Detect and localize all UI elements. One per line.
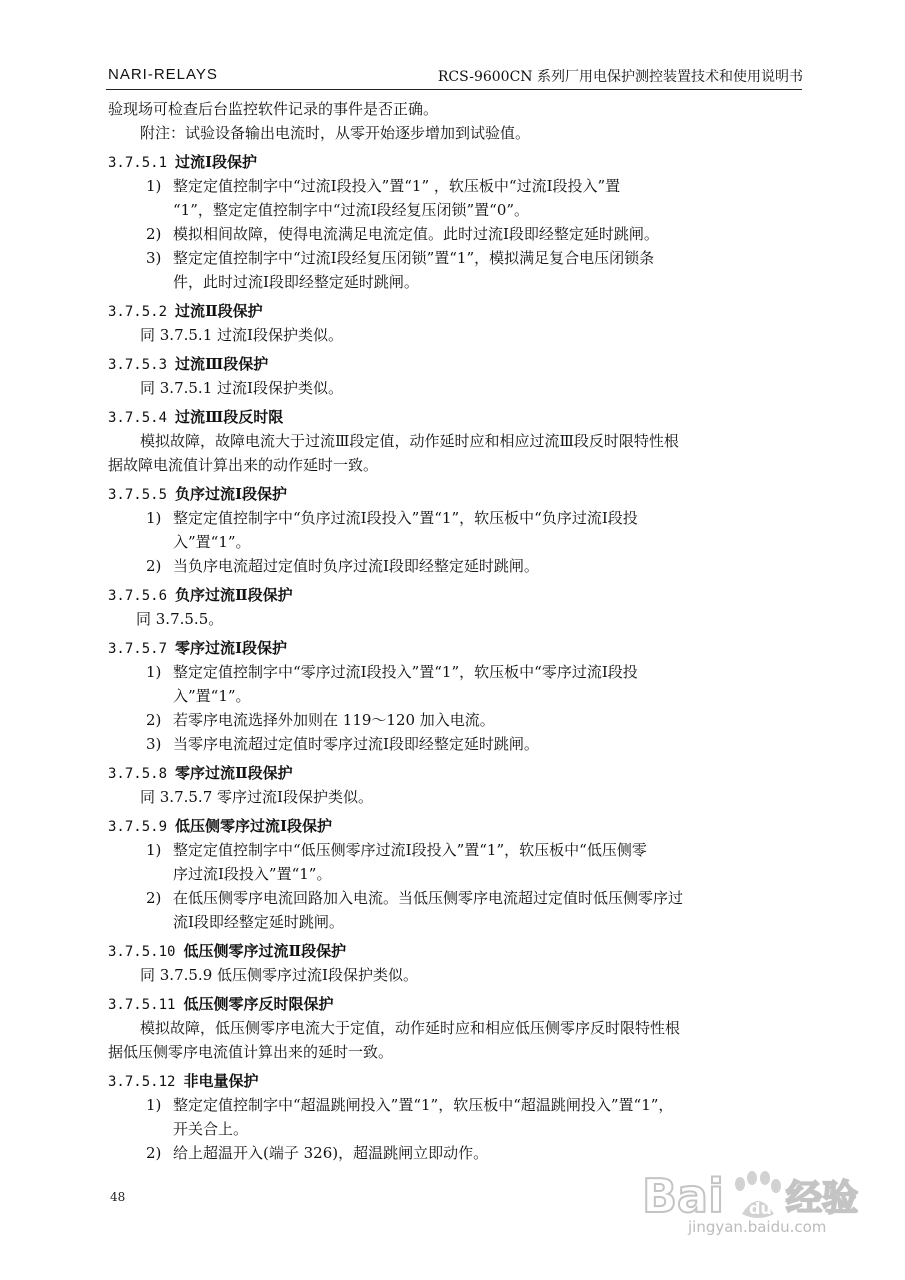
section-title: 过流Ⅰ段保护: [175, 153, 258, 171]
list-item-number: 3): [146, 735, 162, 753]
header-brand: NARI-RELAYS: [108, 66, 218, 83]
paragraph-line: 附注：试验设备输出电流时，从零开始逐步增加到试验值。: [140, 124, 531, 142]
paragraph-line: 同 3.7.5.9 低压侧零序过流Ⅰ段保护类似。: [140, 966, 418, 984]
list-item-text: 整定定值控制字中“零序过流Ⅰ段投入”置“1”，软压板中“零序过流Ⅰ段投: [173, 663, 638, 681]
list-item-text: 整定定值控制字中“超温跳闸投入”置“1”，软压板中“超温跳闸投入”置“1”，: [173, 1096, 674, 1114]
list-item-continuation: 入”置“1”。: [173, 533, 251, 551]
list-item-continuation: “1”，整定定值控制字中“过流Ⅰ段经复压闭锁”置“0”。: [173, 201, 530, 219]
section-heading: [108, 636, 802, 660]
list-item-text: 整定定值控制字中“低压侧零序过流Ⅰ段投入”置“1”，软压板中“低压侧零: [173, 841, 647, 859]
list-item-text: 整定定值控制字中“过流Ⅰ段投入”置“1” ，软压板中“过流Ⅰ段投入”置: [173, 177, 621, 195]
list-item-number: 2): [146, 225, 162, 243]
section-title: 零序过流Ⅱ段保护: [175, 764, 293, 782]
list-item-text: 整定定值控制字中“负序过流Ⅰ段投入”置“1”，软压板中“负序过流Ⅰ段投: [173, 509, 638, 527]
list-item-text: 当零序电流超过定值时零序过流Ⅰ段即经整定延时跳闸。: [173, 735, 539, 753]
list-item-continuation: 入”置“1”。: [173, 687, 251, 705]
list-item-text: 在低压侧零序电流回路加入电流。当低压侧零序电流超过定值时低压侧零序过: [173, 889, 684, 907]
section-number: 3.7.5.2: [108, 304, 168, 320]
list-item: [108, 246, 802, 270]
list-item: [108, 554, 802, 578]
svg-text:经验: 经验: [786, 1178, 859, 1219]
paragraph-line: 据故障电流值计算出来的动作延时一致。: [108, 456, 379, 474]
paragraph-line: 模拟故障，低压侧零序电流大于定值，动作延时应和相应低压侧零序反时限特性根: [140, 1019, 681, 1037]
list-item-continuation: 件，此时过流Ⅰ段即经整定延时跳闸。: [173, 273, 419, 291]
section-title: 过流Ⅱ段保护: [175, 302, 263, 320]
list-item-text: 模拟相间故障，使得电流满足电流定值。此时过流Ⅰ段即经整定延时跳闸。: [173, 225, 659, 243]
section-number: 3.7.5.1: [108, 155, 168, 171]
section-title: 低压侧零序过流Ⅱ段保护: [183, 942, 347, 960]
section-title: 零序过流Ⅰ段保护: [175, 639, 288, 657]
list-item-number: 1): [146, 841, 162, 859]
list-item: [108, 838, 802, 862]
section-title: 低压侧零序过流Ⅰ段保护: [175, 817, 333, 835]
section-heading: [108, 150, 802, 174]
section-number: 3.7.5.9: [108, 819, 168, 835]
list-item: [108, 174, 802, 198]
section-number: 3.7.5.5: [108, 487, 168, 503]
list-item: [108, 506, 802, 530]
list-item-number: 2): [146, 711, 162, 729]
section-heading: [108, 1069, 802, 1093]
list-item: [108, 1093, 802, 1117]
section-heading: [108, 761, 802, 785]
document-body: [108, 97, 802, 1165]
list-item-number: 1): [146, 663, 162, 681]
paragraph-line: 同 3.7.5.1 过流Ⅰ段保护类似。: [140, 326, 343, 344]
section-number: 3.7.5.10: [108, 944, 176, 960]
svg-text:du: du: [749, 1199, 772, 1218]
section-title: 非电量保护: [183, 1072, 259, 1090]
list-item: [108, 886, 802, 910]
section-title: 过流Ⅲ段保护: [175, 355, 269, 373]
section-title: 低压侧零序反时限保护: [183, 995, 334, 1013]
list-item-number: 1): [146, 509, 162, 527]
list-item-continuation: 序过流Ⅰ段投入”置“1”。: [173, 865, 332, 883]
section-number: 3.7.5.11: [108, 997, 176, 1013]
section-title: 过流Ⅲ段反时限: [175, 408, 284, 426]
list-item: [108, 732, 802, 756]
page-number: 48: [110, 1190, 126, 1204]
list-item-text: 给上超温开入(端子 326)，超温跳闸立即动作。: [173, 1144, 489, 1162]
list-item-number: 1): [146, 1096, 162, 1114]
paragraph-line: 同 3.7.5.1 过流Ⅰ段保护类似。: [140, 379, 343, 397]
list-item-text: 整定定值控制字中“过流Ⅰ段经复压闭锁”置“1”，模拟满足复合电压闭锁条: [173, 249, 655, 267]
section-heading: [108, 352, 802, 376]
section-title: 负序过流Ⅰ段保护: [175, 485, 288, 503]
section-heading: [108, 992, 802, 1016]
header-rule: [106, 89, 802, 90]
list-item-number: 3): [146, 249, 162, 267]
paragraph-line: 同 3.7.5.5。: [136, 610, 224, 628]
section-number: 3.7.5.12: [108, 1074, 176, 1090]
list-item-text: 当负序电流超过定值时负序过流Ⅰ段即经整定延时跳闸。: [173, 557, 539, 575]
paragraph-line: 验现场可检查后台监控软件记录的事件是否正确。: [108, 100, 439, 118]
list-item: [108, 708, 802, 732]
section-heading: [108, 299, 802, 323]
list-item: [108, 660, 802, 684]
list-item-continuation: 开关合上。: [173, 1120, 249, 1138]
list-item-continuation: 流Ⅰ段即经整定延时跳闸。: [173, 913, 344, 931]
section-title: 负序过流Ⅱ段保护: [175, 586, 293, 604]
section-number: 3.7.5.8: [108, 766, 168, 782]
section-number: 3.7.5.3: [108, 357, 168, 373]
list-item-number: 2): [146, 1144, 162, 1162]
list-item-text: 若零序电流选择外加则在 119～120 加入电流。: [173, 711, 495, 729]
section-number: 3.7.5.6: [108, 588, 168, 604]
list-item-number: 1): [146, 177, 162, 195]
list-item: [108, 222, 802, 246]
section-number: 3.7.5.7: [108, 641, 168, 657]
svg-text:Bai: Bai: [642, 1169, 724, 1223]
section-heading: [108, 939, 802, 963]
list-item-number: 2): [146, 557, 162, 575]
watermark-url: jingyan.baidu.com: [688, 1218, 827, 1236]
section-heading: [108, 814, 802, 838]
list-item-number: 2): [146, 889, 162, 907]
paragraph-line: 据低压侧零序电流值计算出来的延时一致。: [108, 1043, 394, 1061]
section-heading: [108, 405, 802, 429]
header-document-title: RCS-9600CN 系列厂用电保护测控装置技术和使用说明书: [437, 69, 803, 85]
paragraph-line: 模拟故障，故障电流大于过流Ⅲ段定值，动作延时应和相应过流Ⅲ段反时限特性根: [140, 432, 679, 450]
section-heading: [108, 583, 802, 607]
paragraph-line: 同 3.7.5.7 零序过流Ⅰ段保护类似。: [140, 788, 373, 806]
section-heading: [108, 482, 802, 506]
section-number: 3.7.5.4: [108, 410, 168, 426]
